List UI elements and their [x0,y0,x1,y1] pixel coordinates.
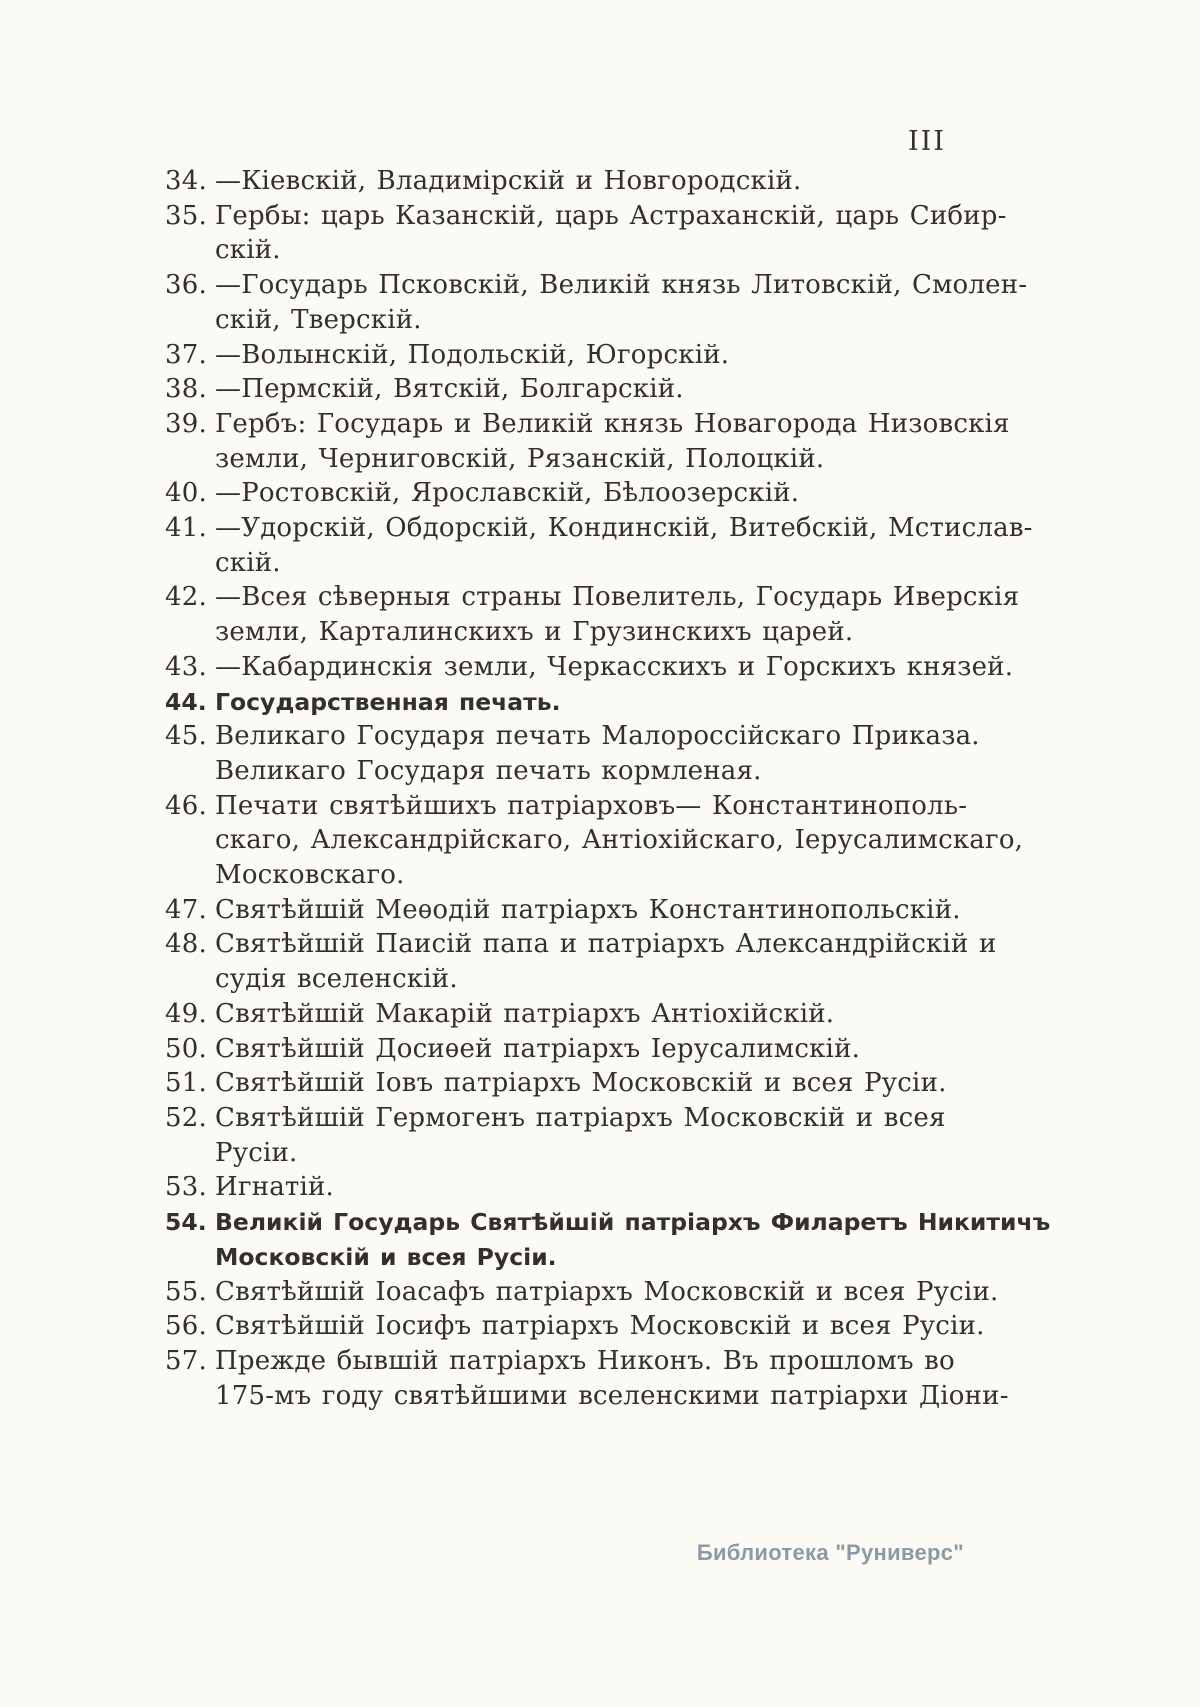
item-first-line [165,1344,955,1379]
item-number: 52. [165,1102,207,1133]
item-first-line [165,1032,943,1067]
item-first-line [165,407,1010,442]
item-text: Великаго Государя печать Малороссійскаго Приказа. [215,721,980,752]
list-item [165,476,943,511]
item-number: 39. [165,408,207,439]
item-text: Святѣйшій Досиѳей патріархъ Іерусалимскій. [215,1033,861,1064]
library-watermark: Библиотека "Руниверс" [696,1540,964,1565]
item-continuation-line: скій. [215,235,281,266]
item-first-line [165,789,968,824]
item-text: Святѣйшій Іовъ патріархъ Московскій и всея Русіи. [215,1068,947,1099]
item-number: 47. [165,894,207,925]
item-text: Прежде бывшій патріархъ Никонъ. Въ прошломъ во [215,1345,955,1376]
list-item [165,685,943,720]
item-first-line [165,1205,1051,1240]
item-text: Печати святѣйшихъ патріарховъ— Константинополь- [215,790,968,821]
item-number: 51. [165,1068,207,1099]
list-item [165,1275,999,1310]
item-continuation-line: Русіи. [215,1137,298,1168]
item-first-line [165,997,943,1032]
item-first-line [165,1275,999,1310]
item-number: 53. [165,1172,207,1203]
list-item [165,997,943,1032]
list-item [165,372,943,407]
item-number: 49. [165,998,207,1029]
list-item [165,650,1014,685]
item-number: 36. [165,270,207,301]
item-text: Государственная печать. [215,687,561,716]
item-first-line [165,338,943,373]
item-number: 55. [165,1276,207,1307]
item-first-line [165,580,1020,615]
item-number: 54. [165,1208,207,1237]
item-text: —Пермскій, Вятскій, Болгарскій. [215,374,684,405]
item-number: 56. [165,1311,207,1342]
item-number: 44. [165,687,207,716]
item-first-line [165,719,980,754]
list-item [165,893,961,928]
item-continuation-line: 175-мъ году святѣйшими вселенскими патріархи Діони- [215,1380,1009,1411]
item-first-line [165,1066,947,1101]
item-first-line [165,893,961,928]
item-continuation-line: Великаго Государя печать кормленая. [215,755,762,786]
list-item [165,338,943,373]
item-number: 48. [165,929,207,960]
list-item [165,1170,943,1205]
item-text: Святѣйшій Меѳодій патріархъ Константинопольскій. [215,894,961,925]
list-item [165,1344,1009,1413]
item-text: —Кіевскій, Владимірскій и Новгородскій. [215,166,802,196]
item-text: Гербъ: Государь и Великій князь Новагорода Низовскія [215,408,1010,439]
item-text: Святѣйшій Паисій папа и патріархъ Александрійскій и [215,929,997,960]
item-text: Святѣйшій Макарій патріархъ Антіохійскій. [215,998,835,1029]
item-text: —Всея сѣверныя страны Повелитель, Государь Иверскія [215,582,1020,613]
item-number: 43. [165,651,207,682]
item-first-line [165,650,1014,685]
item-continuation-line: скій, Тверскій. [215,304,422,335]
item-continuation-line: Московскій и всея Русіи. [215,1242,557,1271]
item-continuation-line: судія вселенскій. [215,964,458,995]
item-number: 46. [165,790,207,821]
item-text: —Государь Псковскій, Великій князь Литовскій, Смолен- [215,270,1028,301]
item-first-line [165,268,1028,303]
item-continuation-line: земли, Черниговскій, Рязанскій, Полоцкій. [215,443,825,474]
item-number: 40. [165,478,207,509]
list-item [165,927,997,996]
list-item [165,719,980,788]
item-continuation-line: земли, Карталинскихъ и Грузинскихъ царей. [215,617,854,648]
list-item [165,1309,985,1344]
list-item [165,580,1020,649]
entries-list [165,164,1051,1413]
item-first-line [165,1101,946,1136]
item-first-line [165,1309,985,1344]
item-number: 41. [165,513,207,544]
list-item [165,268,1028,337]
list-item [165,1066,947,1101]
item-number: 35. [165,200,207,231]
item-text: Святѣйшій Гермогенъ патріархъ Московскій и всея [215,1102,946,1133]
item-first-line [165,927,997,962]
item-number: 42. [165,582,207,613]
list-item [165,164,943,199]
list-item [165,199,1007,268]
item-first-line [165,164,943,199]
list-item [165,1205,1051,1274]
item-number: 34. [165,166,207,196]
list-item [165,511,1033,580]
item-text: —Ростовскій, Ярославскій, Бѣлоозерскій. [215,478,800,509]
item-text: Святѣйшій Іоасафъ патріархъ Московскій и всея Русіи. [215,1276,999,1307]
item-number: 50. [165,1033,207,1064]
item-first-line [165,685,943,720]
item-text: —Волынскій, Подольскій, Югорскій. [215,339,730,370]
item-continuation-line: скаго, Александрійскаго, Антіохійскаго, Іерусалимскаго, [215,825,1024,856]
item-number: 45. [165,721,207,752]
list-item [165,789,1024,893]
item-text: —Удорскій, Обдорскій, Кондинскій, Витебскій, Мстислав- [215,513,1033,544]
item-text: Святѣйшій Іосифъ патріархъ Московскій и всея Русіи. [215,1311,985,1342]
item-number: 38. [165,374,207,405]
item-continuation-line: Московскаго. [215,860,405,891]
item-text: Игнатій. [215,1172,335,1203]
list-item [165,1032,943,1067]
item-number: 57. [165,1345,207,1376]
list-item [165,407,1010,476]
item-first-line [165,372,943,407]
list-item [165,1101,946,1170]
item-first-line [165,199,1007,234]
item-first-line [165,1170,943,1205]
page-number: III [908,126,946,157]
item-number: 37. [165,339,207,370]
item-text: —Кабардинскія земли, Черкасскихъ и Горскихъ князей. [215,651,1014,682]
item-text: Великій Государь Святѣйшій патріархъ Филаретъ Никитичъ [215,1208,1051,1237]
item-first-line [165,511,1033,546]
item-text: Гербы: царь Казанскій, царь Астраханскій, царь Сибир- [215,200,1007,231]
item-continuation-line: скій. [215,547,281,578]
item-first-line [165,476,943,511]
